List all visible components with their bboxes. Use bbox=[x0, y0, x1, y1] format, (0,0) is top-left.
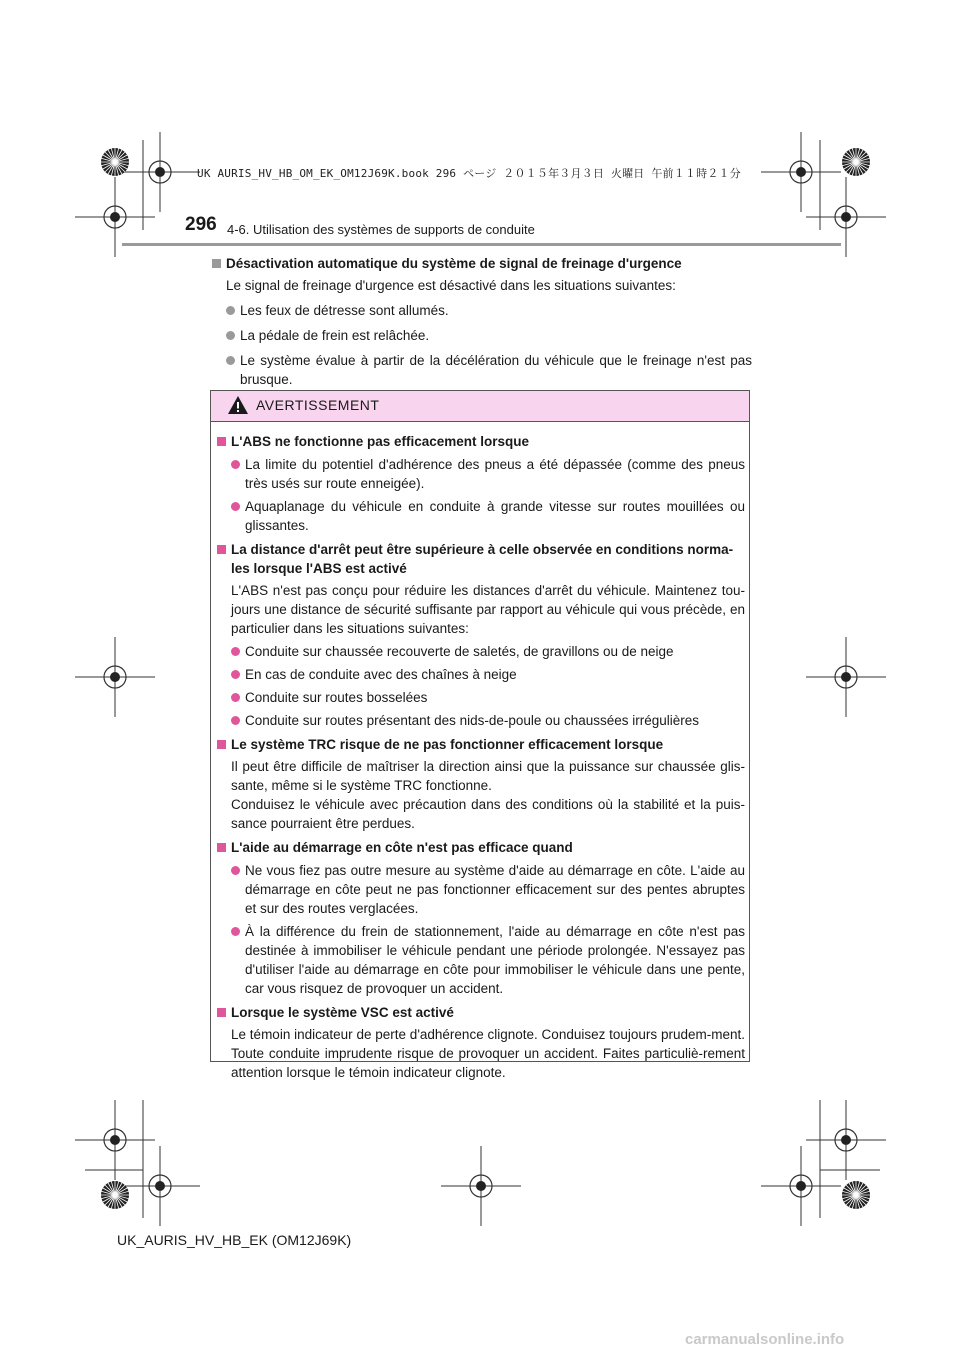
circle-bullet-icon bbox=[226, 356, 235, 365]
warning-heading: La distance d'arrêt peut être supérieure à celle observée en conditions norma-les lorsque l'ABS est activé bbox=[217, 540, 745, 578]
circle-bullet-icon bbox=[231, 670, 240, 679]
page-number: 296 bbox=[185, 214, 217, 235]
warning-text: Il peut être difficile de maîtriser la direction ainsi que la puissance sur chaussée glis-sante, même si le système TRC fonctionne. bbox=[231, 759, 745, 793]
warning-heading: L'aide au démarrage en côte n'est pas efficace quand bbox=[217, 838, 745, 857]
intro-section bbox=[212, 254, 752, 389]
section-title: 4-6. Utilisation des systèmes de supports de conduite bbox=[227, 222, 535, 237]
list-item: Les feux de détresse sont allumés. bbox=[226, 301, 752, 320]
circle-bullet-icon bbox=[231, 693, 240, 702]
intro-heading: Désactivation automatique du système de signal de freinage d'urgence bbox=[212, 254, 752, 273]
circle-bullet-icon bbox=[231, 460, 240, 469]
square-bullet-icon bbox=[217, 740, 226, 749]
warning-content bbox=[217, 432, 745, 1082]
list-item: Conduite sur chaussée recouverte de saletés, de gravillons ou de neige bbox=[231, 642, 745, 661]
warning-header bbox=[211, 391, 749, 422]
book-imprint: UK AURIS_HV_HB_OM_EK_OM12J69K.book 296 ページ ２０１５年３月３日 火曜日 午前１１時２１分 bbox=[197, 167, 741, 180]
warning-text: Le témoin indicateur de perte d'adhérence clignote. Conduisez toujours prudem-ment. Toute conduite imprudente risque de provoquer un accident. Faites particuliè-rement attention lorsque le témoin indicateur clignote. bbox=[231, 1027, 745, 1080]
warning-title: AVERTISSEMENT bbox=[256, 397, 380, 413]
warning-box bbox=[210, 390, 750, 1080]
list-item: À la différence du frein de stationnement, l'aide au démarrage en côte n'est pas destinée à immobiliser le véhicule pendant une période prolongée. N'essayez pas d'utiliser l'aide au démarrage en côte pour immobiliser le véhicule dans une pente, car vous risquez de provoquer un accident. bbox=[231, 922, 745, 998]
circle-bullet-icon bbox=[231, 927, 240, 936]
circle-bullet-icon bbox=[231, 502, 240, 511]
circle-bullet-icon bbox=[226, 306, 235, 315]
list-item: Conduite sur routes bosselées bbox=[231, 688, 745, 707]
circle-bullet-icon bbox=[231, 866, 240, 875]
header-rule bbox=[122, 243, 841, 246]
circle-bullet-icon bbox=[231, 716, 240, 725]
list-item: Aquaplanage du véhicule en conduite à grande vitesse sur routes mouillées ou glissantes. bbox=[231, 497, 745, 535]
list-item: La pédale de frein est relâchée. bbox=[226, 326, 752, 345]
watermark: carmanualsonline.info bbox=[685, 1331, 845, 1348]
warning-heading: Lorsque le système VSC est activé bbox=[217, 1003, 745, 1022]
warning-heading: Le système TRC risque de ne pas fonctionner efficacement lorsque bbox=[217, 735, 745, 754]
circle-bullet-icon bbox=[226, 331, 235, 340]
square-bullet-icon bbox=[217, 1008, 226, 1017]
square-bullet-icon bbox=[212, 259, 221, 268]
list-item: En cas de conduite avec des chaînes à neige bbox=[231, 665, 745, 684]
list-item: La limite du potentiel d'adhérence des pneus a été dépassée (comme des pneus très usés sur route enneigée). bbox=[231, 455, 745, 493]
warning-text: L'ABS n'est pas conçu pour réduire les distances d'arrêt du véhicule. Maintenez tou-jours une distance de sécurité suffisante par rapport au véhicule qui vous précède, en particulier dans les situations suivantes: bbox=[231, 583, 745, 636]
footer-model-code: UK_AURIS_HV_HB_EK (OM12J69K) bbox=[117, 1232, 352, 1248]
circle-bullet-icon bbox=[231, 647, 240, 656]
warning-text: Conduisez le véhicule avec précaution dans des conditions où la stabilité et la puis-sance pourraient être perdues. bbox=[231, 797, 745, 831]
warning-heading: L'ABS ne fonctionne pas efficacement lorsque bbox=[217, 432, 745, 451]
square-bullet-icon bbox=[217, 437, 226, 446]
warning-triangle-icon bbox=[227, 395, 249, 415]
intro-text: Le signal de freinage d'urgence est désactivé dans les situations suivantes: bbox=[226, 278, 676, 293]
square-bullet-icon bbox=[217, 545, 226, 554]
list-item: Conduite sur routes présentant des nids-de-poule ou chaussées irrégulières bbox=[231, 711, 745, 730]
list-item: Ne vous fiez pas outre mesure au système d'aide au démarrage en côte. L'aide au démarrage en côte peut ne pas fonctionner efficacement sur des pentes abruptes et sur des routes verglacées. bbox=[231, 861, 745, 918]
list-item: Le système évalue à partir de la décélération du véhicule que le freinage n'est pas brusque. bbox=[226, 351, 752, 389]
square-bullet-icon bbox=[217, 843, 226, 852]
